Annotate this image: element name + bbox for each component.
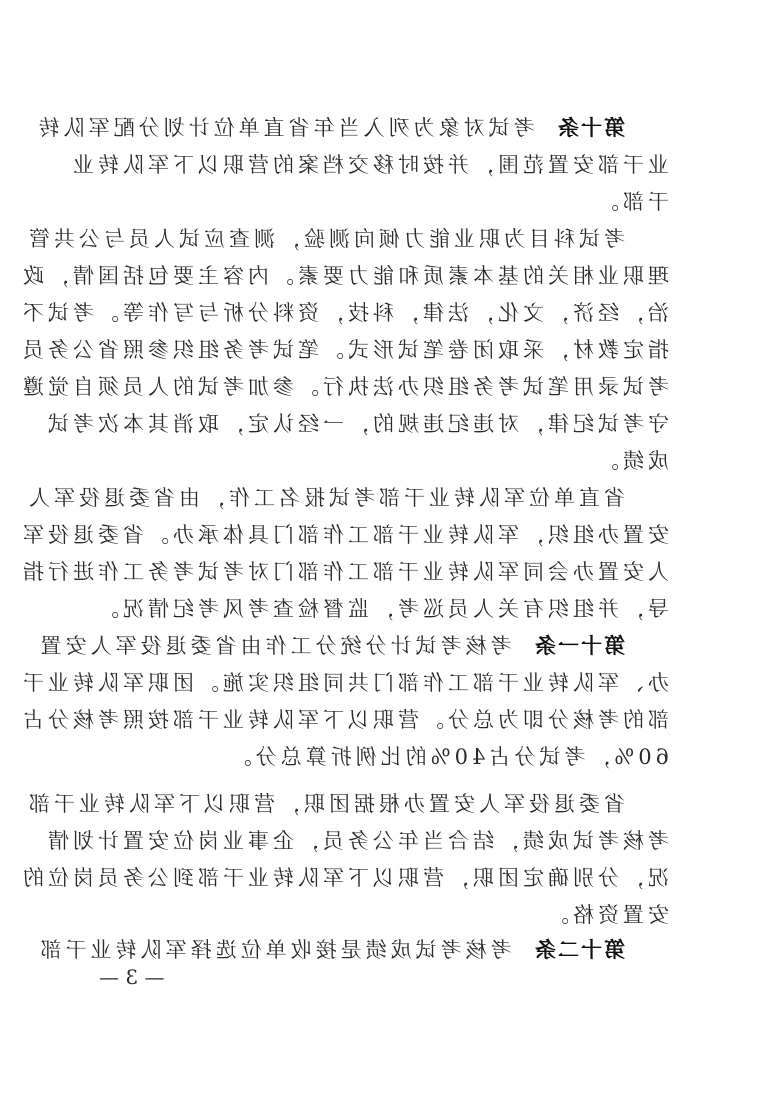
article11-line1 xyxy=(36,628,669,664)
placement-line3: 况，分别确定团职，营职以下军队转业干部到公务员岗位的 xyxy=(19,866,669,890)
org-line3: 人安置办会同军队转业干部工作部门对考试考务工作进行指 xyxy=(19,560,669,584)
article11-text: 考核考试计分统分工作由省委退役军人安置 xyxy=(36,634,512,658)
subjects-line4: 指定教材，采取闭卷笔试形式。笔试考务组织参照省公务员 xyxy=(19,338,669,362)
placement-line1: 省委退役军人安置办根据团职，营职以下军队转业干部 xyxy=(25,792,625,816)
article10-heading: 第十条 xyxy=(556,116,625,140)
org-line1: 省直单位军队转业干部考试报名工作，由省委退役军人 xyxy=(25,486,625,510)
placement-line2: 考核考试成绩，结合当年公务员，企事业岗位安置计划情 xyxy=(44,829,669,853)
subjects-line3: 治，经济，文化，法律，科技，资料分析与写作等。考试不 xyxy=(19,301,669,325)
article12-text: 考核考试成绩是接收单位选择军队转业干部 xyxy=(36,938,512,962)
subjects-line2: 理职业相关的基本素质和能力要素。内容主要包括国情，政 xyxy=(19,264,669,288)
article11-line3: 部的考核分即为总分。营职以下军队转业干部按照考核分占 xyxy=(19,708,669,732)
article11-line4: 60%，考试分占40%的比例折算总分。 xyxy=(226,745,669,769)
org-line2: 安置办组织，军队转业干部工作部门具体承办。省委退役军 xyxy=(19,523,669,547)
placement-line4: 安置资格。 xyxy=(544,903,669,927)
article12-heading: 第十二条 xyxy=(533,938,625,962)
article11-heading: 第十一条 xyxy=(533,634,625,658)
org-line4: 导，并组织有关人员巡考，监督检查考风考纪情况。 xyxy=(94,597,669,621)
subjects-line7: 成绩。 xyxy=(594,449,669,473)
page-number: — 3 — xyxy=(99,965,165,989)
subjects-line6: 守考试纪律，对违纪违规的，一经认定，取消其本次考试 xyxy=(44,412,669,436)
subjects-line1: 考试科目为职业能力倾向测验，测查应试人员与公共管 xyxy=(25,227,625,251)
article10-line3: 干部。 xyxy=(594,190,669,214)
article10-text: 考试对象为列入当年省直单位计划分配军队转 xyxy=(34,116,535,140)
subjects-line5: 考试录用笔试考务组织办法执行。参加考试的人员须自觉遵 xyxy=(19,375,669,399)
article11-line2: 办、军队转业干部工作部门共同组织实施。团职军队转业干 xyxy=(19,671,669,695)
article10-line2: 业干部安置范围，并按时移交档案的营职以下军队转业 xyxy=(69,153,669,177)
article10-line1 xyxy=(34,110,669,146)
